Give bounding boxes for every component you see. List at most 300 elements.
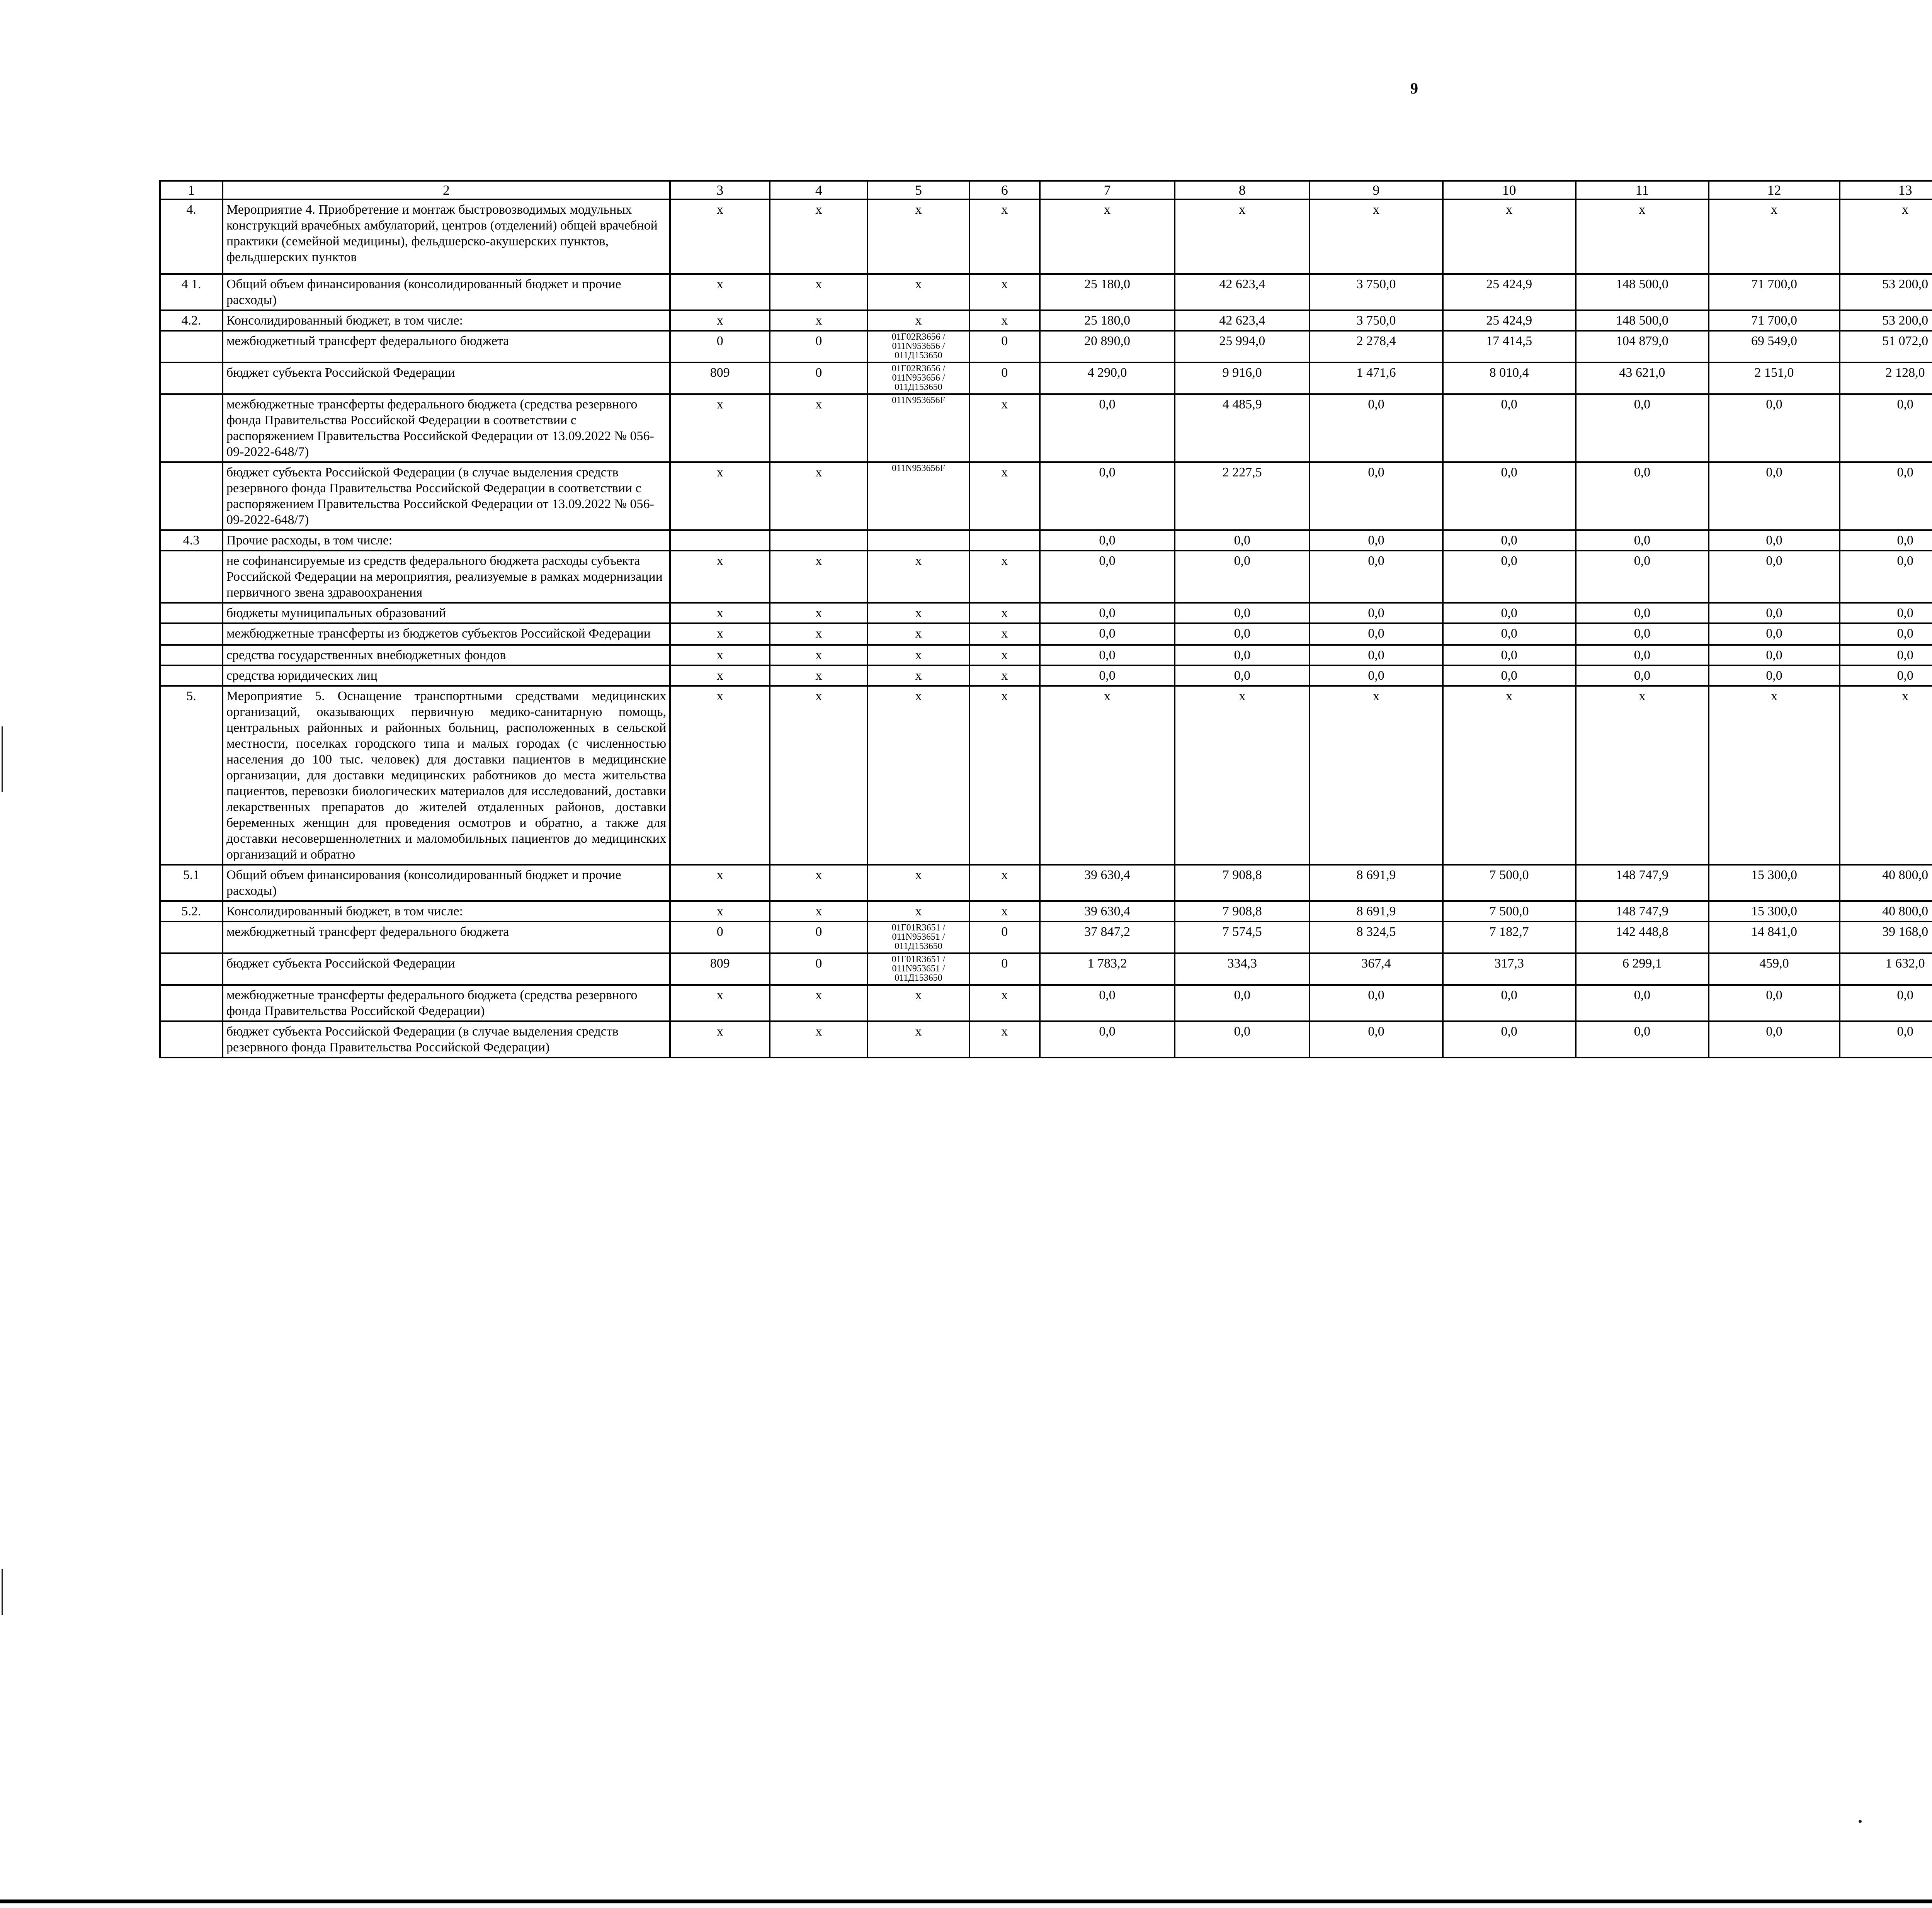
value-cell: 0,0 — [1040, 603, 1175, 623]
value-cell: x — [1443, 686, 1576, 865]
value-cell: 25 424,9 — [1443, 274, 1576, 310]
budget-code-cell: x — [867, 274, 969, 310]
code-cell: 0 — [969, 953, 1040, 985]
code-cell: x — [770, 985, 867, 1021]
value-cell: 0,0 — [1310, 530, 1442, 551]
value-cell: x — [1576, 686, 1709, 865]
value-cell: 0,0 — [1175, 665, 1310, 686]
row-label: средства государственных внебюджетных фондов — [223, 645, 670, 665]
column-header: 2 — [223, 181, 670, 199]
value-cell: 0,0 — [1443, 623, 1576, 645]
code-cell: x — [770, 865, 867, 901]
value-cell: 317,3 — [1443, 953, 1576, 985]
value-cell: 7 908,8 — [1175, 901, 1310, 922]
row-number: 4.2. — [160, 310, 223, 331]
table-row — [160, 274, 1932, 310]
code-cell: x — [969, 603, 1040, 623]
code-cell: x — [670, 274, 770, 310]
value-cell: 0,0 — [1040, 394, 1175, 462]
value-cell: 2 278,4 — [1310, 331, 1442, 362]
value-cell: 104 879,0 — [1576, 331, 1709, 362]
table-row — [160, 665, 1932, 686]
value-cell: 42 623,4 — [1175, 274, 1310, 310]
code-cell: 0 — [969, 362, 1040, 394]
code-cell: 0 — [770, 331, 867, 362]
value-cell: 7 500,0 — [1443, 865, 1576, 901]
table-row — [160, 645, 1932, 665]
value-cell: 0,0 — [1175, 623, 1310, 645]
table-row — [160, 985, 1932, 1021]
code-cell: x — [770, 603, 867, 623]
code-cell: x — [670, 623, 770, 645]
value-cell: 0,0 — [1709, 551, 1840, 603]
value-cell: 3 750,0 — [1310, 310, 1442, 331]
table-row — [160, 462, 1932, 530]
value-cell: 0,0 — [1840, 985, 1932, 1021]
code-cell: x — [670, 551, 770, 603]
code-cell: x — [670, 645, 770, 665]
code-cell: x — [969, 199, 1040, 274]
budget-code-cell: 01Г02R3656 / 011N953656 / 011Д153650 — [867, 331, 969, 362]
row-label: бюджет субъекта Российской Федерации — [223, 953, 670, 985]
row-label: межбюджетные трансферты из бюджетов субъектов Российской Федерации — [223, 623, 670, 645]
budget-code-cell: x — [867, 865, 969, 901]
budget-code-cell: x — [867, 645, 969, 665]
code-cell — [670, 530, 770, 551]
value-cell: 25 424,9 — [1443, 310, 1576, 331]
value-cell: 0,0 — [1310, 462, 1442, 530]
value-cell: 0,0 — [1709, 1021, 1840, 1058]
budget-code-cell: 011N953656F — [867, 462, 969, 530]
value-cell: 0,0 — [1443, 462, 1576, 530]
column-header: 11 — [1576, 181, 1709, 199]
value-cell: 2 151,0 — [1709, 362, 1840, 394]
value-cell: 20 890,0 — [1040, 331, 1175, 362]
value-cell: 0,0 — [1576, 462, 1709, 530]
row-label: Консолидированный бюджет, в том числе: — [223, 901, 670, 922]
table-row — [160, 623, 1932, 645]
code-cell: x — [770, 1021, 867, 1058]
value-cell: 14 841,0 — [1709, 922, 1840, 953]
code-cell: x — [670, 686, 770, 865]
value-cell: 334,3 — [1175, 953, 1310, 985]
budget-code-cell: x — [867, 1021, 969, 1058]
code-cell: x — [770, 462, 867, 530]
budget-code-cell: x — [867, 199, 969, 274]
column-header: 5 — [867, 181, 969, 199]
code-cell: 0 — [670, 922, 770, 953]
value-cell: 0,0 — [1040, 462, 1175, 530]
column-header: 3 — [670, 181, 770, 199]
value-cell: 459,0 — [1709, 953, 1840, 985]
value-cell: 2 227,5 — [1175, 462, 1310, 530]
code-cell: 0 — [969, 331, 1040, 362]
table-row — [160, 199, 1932, 274]
row-label: бюджеты муниципальных образований — [223, 603, 670, 623]
code-cell: x — [670, 199, 770, 274]
code-cell: x — [670, 462, 770, 530]
code-cell: x — [670, 901, 770, 922]
table-row — [160, 686, 1932, 865]
budget-code-cell: 01Г02R3656 / 011N953656 / 011Д153650 — [867, 362, 969, 394]
code-cell: x — [969, 985, 1040, 1021]
budget-code-cell: x — [867, 603, 969, 623]
value-cell: 0,0 — [1443, 551, 1576, 603]
value-cell: 0,0 — [1840, 551, 1932, 603]
row-number — [160, 331, 223, 362]
value-cell: x — [1175, 686, 1310, 865]
value-cell: 43 621,0 — [1576, 362, 1709, 394]
value-cell: 53 200,0 — [1840, 310, 1932, 331]
table-row — [160, 603, 1932, 623]
row-label: бюджет субъекта Российской Федерации (в случае выделения средств резервного фонда Правительства Российской Федерации в соответствии с распоряжением Правительства Российской Федерации от 13.09.2022 № 056-09-2022-648/7) — [223, 462, 670, 530]
row-number — [160, 922, 223, 953]
value-cell: x — [1576, 199, 1709, 274]
value-cell: 0,0 — [1310, 645, 1442, 665]
value-cell: 1 471,6 — [1310, 362, 1442, 394]
code-cell: 809 — [670, 953, 770, 985]
value-cell: 0,0 — [1840, 530, 1932, 551]
value-cell: 39 168,0 — [1840, 922, 1932, 953]
code-cell — [770, 530, 867, 551]
value-cell: 25 994,0 — [1175, 331, 1310, 362]
financing-table — [159, 180, 1932, 1058]
row-label: межбюджетный трансферт федерального бюджета — [223, 922, 670, 953]
value-cell: 39 630,4 — [1040, 901, 1175, 922]
value-cell: 3 750,0 — [1310, 274, 1442, 310]
value-cell: 7 500,0 — [1443, 901, 1576, 922]
value-cell: x — [1040, 686, 1175, 865]
value-cell: 0,0 — [1576, 623, 1709, 645]
row-number — [160, 394, 223, 462]
row-number — [160, 665, 223, 686]
code-cell: x — [969, 865, 1040, 901]
value-cell: 0,0 — [1040, 985, 1175, 1021]
value-cell: 0,0 — [1840, 645, 1932, 665]
value-cell: 148 500,0 — [1576, 274, 1709, 310]
row-label: Мероприятие 4. Приобретение и монтаж быстровозводимых модульных конструкций врачебных амбулаторий, центров (отделений) общей врачебной практики (семейной медицины), фельдшерско-акушерских пунктов, фельдшерских пунктов — [223, 199, 670, 274]
code-cell: x — [969, 645, 1040, 665]
column-header: 7 — [1040, 181, 1175, 199]
value-cell: 0,0 — [1840, 394, 1932, 462]
code-cell: x — [969, 686, 1040, 865]
value-cell: 7 182,7 — [1443, 922, 1576, 953]
value-cell: 0,0 — [1310, 665, 1442, 686]
code-cell: x — [770, 199, 867, 274]
value-cell: 0,0 — [1040, 530, 1175, 551]
row-number — [160, 623, 223, 645]
row-label: Общий объем финансирования (консолидированный бюджет и прочие расходы) — [223, 274, 670, 310]
row-label: межбюджетные трансферты федерального бюджета (средства резервного фонда Правительства Российской Федерации) — [223, 985, 670, 1021]
budget-code-cell: x — [867, 665, 969, 686]
value-cell: 0,0 — [1576, 530, 1709, 551]
value-cell: 148 500,0 — [1576, 310, 1709, 331]
value-cell: 4 485,9 — [1175, 394, 1310, 462]
value-cell: 0,0 — [1443, 603, 1576, 623]
value-cell: 0,0 — [1040, 665, 1175, 686]
value-cell: 0,0 — [1576, 665, 1709, 686]
value-cell: 6 299,1 — [1576, 953, 1709, 985]
row-label: бюджет субъекта Российской Федерации (в случае выделения средств резервного фонда Правительства Российской Федерации) — [223, 1021, 670, 1058]
value-cell: 0,0 — [1040, 645, 1175, 665]
value-cell: 40 800,0 — [1840, 901, 1932, 922]
budget-code-cell — [867, 530, 969, 551]
value-cell: 0,0 — [1040, 1021, 1175, 1058]
code-cell: x — [770, 310, 867, 331]
code-cell: x — [770, 665, 867, 686]
value-cell: 0,0 — [1840, 603, 1932, 623]
budget-code-cell: 01Г01R3651 / 011N953651 / 011Д153650 — [867, 953, 969, 985]
column-header: 1 — [160, 181, 223, 199]
column-number-header — [160, 181, 1932, 199]
value-cell: 0,0 — [1576, 985, 1709, 1021]
page-bottom-border — [0, 1899, 1932, 1903]
value-cell: 0,0 — [1310, 394, 1442, 462]
value-cell: 0,0 — [1840, 1021, 1932, 1058]
column-header: 10 — [1443, 181, 1576, 199]
value-cell: 0,0 — [1576, 394, 1709, 462]
value-cell: 9 916,0 — [1175, 362, 1310, 394]
value-cell: 0,0 — [1443, 985, 1576, 1021]
budget-code-cell: x — [867, 623, 969, 645]
value-cell: x — [1709, 686, 1840, 865]
row-number — [160, 603, 223, 623]
code-cell: x — [770, 551, 867, 603]
code-cell: x — [670, 985, 770, 1021]
value-cell: 148 747,9 — [1576, 865, 1709, 901]
value-cell: 53 200,0 — [1840, 274, 1932, 310]
value-cell: 42 623,4 — [1175, 310, 1310, 331]
value-cell: 0,0 — [1310, 623, 1442, 645]
value-cell: 0,0 — [1840, 623, 1932, 645]
row-label: межбюджетные трансферты федерального бюджета (средства резервного фонда Правительства Российской Федерации в соответствии с распоряжением Правительства Российской Федерации от 13.09.2022 № 056-09-2022-648/7) — [223, 394, 670, 462]
value-cell: 0,0 — [1310, 1021, 1442, 1058]
value-cell: 40 800,0 — [1840, 865, 1932, 901]
code-cell: x — [969, 274, 1040, 310]
value-cell: x — [1709, 199, 1840, 274]
scan-edge-mark — [2, 726, 3, 792]
code-cell: x — [969, 394, 1040, 462]
row-label: Консолидированный бюджет, в том числе: — [223, 310, 670, 331]
table-row — [160, 331, 1932, 362]
row-number — [160, 362, 223, 394]
value-cell: x — [1040, 199, 1175, 274]
value-cell: x — [1175, 199, 1310, 274]
code-cell: x — [969, 901, 1040, 922]
row-number — [160, 645, 223, 665]
value-cell: 0,0 — [1709, 645, 1840, 665]
column-header: 8 — [1175, 181, 1310, 199]
value-cell: 7 908,8 — [1175, 865, 1310, 901]
value-cell: 0,0 — [1709, 665, 1840, 686]
table-row — [160, 530, 1932, 551]
code-cell: x — [969, 310, 1040, 331]
row-number: 4. — [160, 199, 223, 274]
column-header: 6 — [969, 181, 1040, 199]
value-cell: 0,0 — [1443, 1021, 1576, 1058]
value-cell: 7 574,5 — [1175, 922, 1310, 953]
code-cell: x — [770, 274, 867, 310]
value-cell: 39 630,4 — [1040, 865, 1175, 901]
row-number: 5.1 — [160, 865, 223, 901]
value-cell: 2 128,0 — [1840, 362, 1932, 394]
value-cell: 37 847,2 — [1040, 922, 1175, 953]
value-cell: 148 747,9 — [1576, 901, 1709, 922]
row-number: 5. — [160, 686, 223, 865]
table-row — [160, 922, 1932, 953]
value-cell: 71 700,0 — [1709, 274, 1840, 310]
column-header: 9 — [1310, 181, 1442, 199]
table-row — [160, 901, 1932, 922]
value-cell: 0,0 — [1576, 645, 1709, 665]
row-label: бюджет субъекта Российской Федерации — [223, 362, 670, 394]
column-header: 4 — [770, 181, 867, 199]
value-cell: 0,0 — [1576, 551, 1709, 603]
value-cell: 0,0 — [1709, 394, 1840, 462]
row-label: не софинансируемые из средств федерального бюджета расходы субъекта Российской Федерации на мероприятия, реализуемые в рамках модернизации первичного звена здравоохранения — [223, 551, 670, 603]
row-label: межбюджетный трансферт федерального бюджета — [223, 331, 670, 362]
code-cell: x — [670, 1021, 770, 1058]
code-cell — [969, 530, 1040, 551]
code-cell: x — [670, 394, 770, 462]
value-cell: 8 324,5 — [1310, 922, 1442, 953]
value-cell: 0,0 — [1175, 603, 1310, 623]
code-cell: 0 — [770, 922, 867, 953]
code-cell: x — [969, 462, 1040, 530]
value-cell: 15 300,0 — [1709, 901, 1840, 922]
code-cell: 0 — [969, 922, 1040, 953]
row-number: 4 1. — [160, 274, 223, 310]
code-cell: x — [969, 1021, 1040, 1058]
table-row — [160, 1021, 1932, 1058]
code-cell: x — [969, 623, 1040, 645]
value-cell: 1 783,2 — [1040, 953, 1175, 985]
value-cell: 0,0 — [1840, 665, 1932, 686]
code-cell: 0 — [670, 331, 770, 362]
code-cell: 0 — [770, 953, 867, 985]
value-cell: 4 290,0 — [1040, 362, 1175, 394]
row-number — [160, 953, 223, 985]
value-cell: 0,0 — [1175, 985, 1310, 1021]
table-row — [160, 953, 1932, 985]
budget-code-cell: x — [867, 551, 969, 603]
value-cell: x — [1310, 686, 1442, 865]
budget-code-cell: x — [867, 686, 969, 865]
column-header: 13 — [1840, 181, 1932, 199]
value-cell: 0,0 — [1310, 551, 1442, 603]
value-cell: 367,4 — [1310, 953, 1442, 985]
value-cell: 0,0 — [1040, 551, 1175, 603]
row-number — [160, 1021, 223, 1058]
row-label: Общий объем финансирования (консолидированный бюджет и прочие расходы) — [223, 865, 670, 901]
value-cell: 17 414,5 — [1443, 331, 1576, 362]
value-cell: x — [1840, 199, 1932, 274]
row-number — [160, 462, 223, 530]
code-cell: x — [670, 665, 770, 686]
code-cell: x — [969, 551, 1040, 603]
column-header: 12 — [1709, 181, 1840, 199]
value-cell: 0,0 — [1175, 530, 1310, 551]
value-cell: 0,0 — [1175, 645, 1310, 665]
value-cell: x — [1840, 686, 1932, 865]
value-cell: 0,0 — [1443, 645, 1576, 665]
value-cell: 0,0 — [1443, 394, 1576, 462]
table-row — [160, 551, 1932, 603]
value-cell: 0,0 — [1040, 623, 1175, 645]
table-row — [160, 362, 1932, 394]
value-cell: 0,0 — [1709, 530, 1840, 551]
value-cell: 0,0 — [1443, 665, 1576, 686]
value-cell: 69 549,0 — [1709, 331, 1840, 362]
value-cell: x — [1443, 199, 1576, 274]
table-row — [160, 865, 1932, 901]
table-row — [160, 394, 1932, 462]
row-number: 4.3 — [160, 530, 223, 551]
value-cell: 142 448,8 — [1576, 922, 1709, 953]
value-cell: 0,0 — [1175, 551, 1310, 603]
row-label: Прочие расходы, в том числе: — [223, 530, 670, 551]
code-cell: x — [770, 901, 867, 922]
code-cell: 0 — [770, 362, 867, 394]
value-cell: 0,0 — [1709, 985, 1840, 1021]
value-cell: 25 180,0 — [1040, 274, 1175, 310]
value-cell: 0,0 — [1709, 462, 1840, 530]
code-cell: x — [969, 665, 1040, 686]
value-cell: 0,0 — [1175, 1021, 1310, 1058]
value-cell: 51 072,0 — [1840, 331, 1932, 362]
value-cell: 0,0 — [1840, 462, 1932, 530]
row-label: средства юридических лиц — [223, 665, 670, 686]
code-cell: x — [670, 310, 770, 331]
budget-code-cell: x — [867, 310, 969, 331]
value-cell: 0,0 — [1310, 603, 1442, 623]
code-cell: x — [670, 603, 770, 623]
value-cell: 25 180,0 — [1040, 310, 1175, 331]
scan-edge-mark — [2, 1569, 3, 1615]
value-cell: 0,0 — [1709, 623, 1840, 645]
value-cell: 71 700,0 — [1709, 310, 1840, 331]
code-cell: x — [770, 645, 867, 665]
value-cell: 8 691,9 — [1310, 865, 1442, 901]
value-cell: 8 010,4 — [1443, 362, 1576, 394]
code-cell: x — [670, 865, 770, 901]
value-cell: x — [1310, 199, 1442, 274]
value-cell: 1 632,0 — [1840, 953, 1932, 985]
table-body — [160, 181, 1932, 1058]
value-cell: 0,0 — [1310, 985, 1442, 1021]
budget-code-cell: x — [867, 985, 969, 1021]
value-cell: 15 300,0 — [1709, 865, 1840, 901]
value-cell: 0,0 — [1576, 1021, 1709, 1058]
value-cell: 0,0 — [1443, 530, 1576, 551]
row-number — [160, 551, 223, 603]
scan-speck — [1859, 1820, 1862, 1823]
value-cell: 0,0 — [1709, 603, 1840, 623]
value-cell: 0,0 — [1576, 603, 1709, 623]
code-cell: x — [770, 686, 867, 865]
value-cell: 8 691,9 — [1310, 901, 1442, 922]
code-cell: 809 — [670, 362, 770, 394]
row-number: 5.2. — [160, 901, 223, 922]
budget-code-cell: 011N953656F — [867, 394, 969, 462]
table-row — [160, 310, 1932, 331]
budget-code-cell: 01Г01R3651 / 011N953651 / 011Д153650 — [867, 922, 969, 953]
row-number — [160, 985, 223, 1021]
page-number: 9 — [1410, 80, 1418, 97]
budget-code-cell: x — [867, 901, 969, 922]
row-label: Мероприятие 5. Оснащение транспортными средствами медицинских организаций, оказывающих первичную медико-санитарную помощь, центральных районных и районных больниц, расположенных в сельской местности, поселках городского типа и малых городах (с численностью населения до 100 тыс. человек) для доставки пациентов в медицинские организации, для доставки медицинских работников до места жительства пациентов, перевозки биологических материалов для исследований, доставки лекарственных препаратов до жителей отдаленных районов, доставки беременных женщин для проведения осмотров и обратно, а также для доставки несовершеннолетних и маломобильных пациентов до медицинских организаций и обратно — [223, 686, 670, 865]
code-cell: x — [770, 394, 867, 462]
